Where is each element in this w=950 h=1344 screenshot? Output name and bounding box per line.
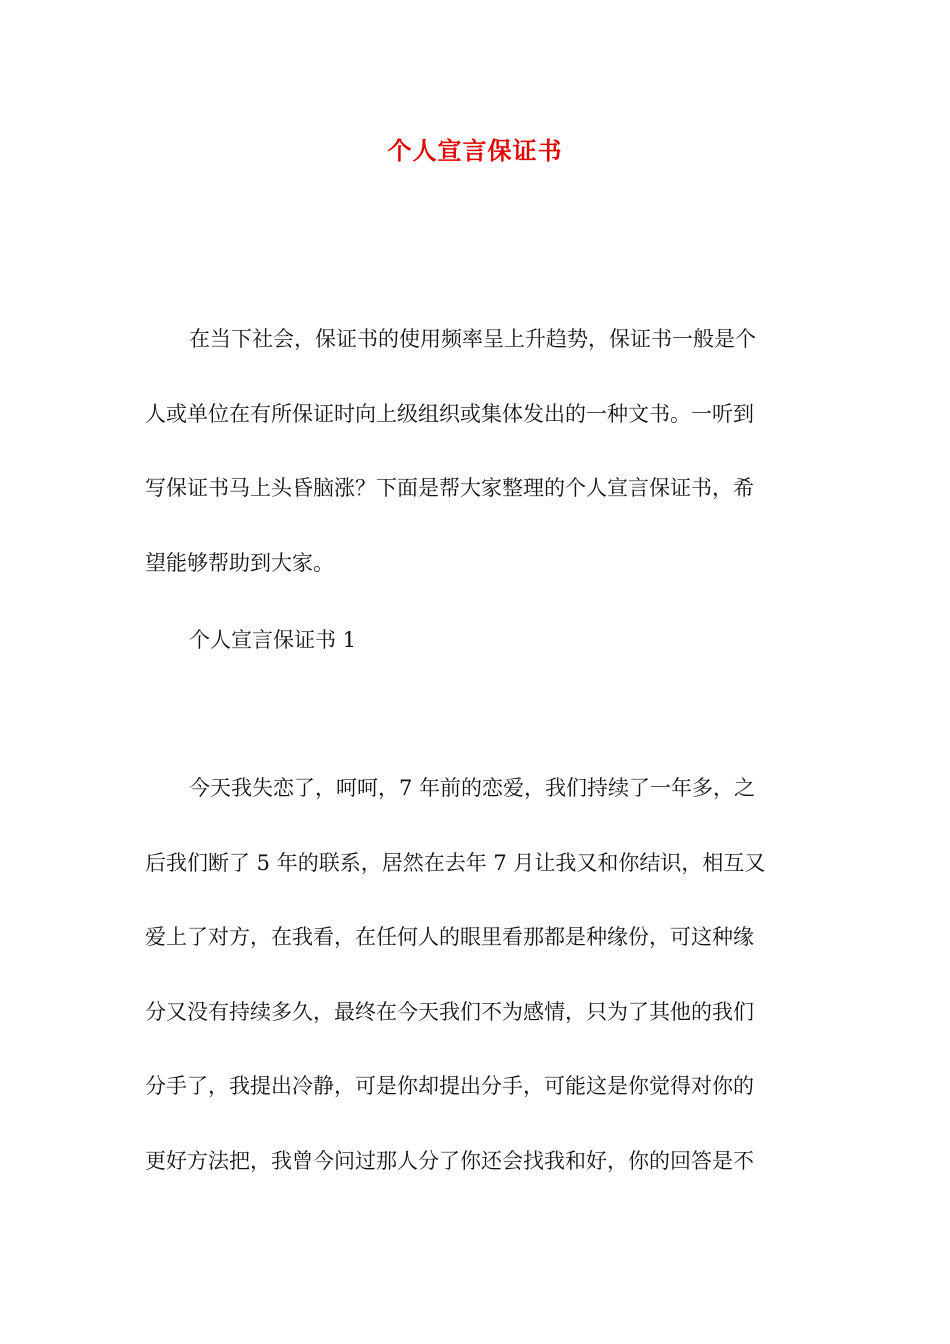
document-title: 个人宣言保证书 bbox=[387, 136, 563, 165]
intro-paragraph bbox=[145, 302, 807, 600]
section-line: 今天我失恋了，呵呵，7 年前的恋爱，我们持续了一年多，之 bbox=[189, 776, 756, 800]
section-heading: 个人宣言保证书 1 bbox=[189, 628, 357, 652]
section-line: 后我们断了 5 年的联系，居然在去年 7 月让我又和你结识，相互又 bbox=[145, 850, 766, 875]
intro-line: 写保证书马上头昏脑涨？下面是帮大家整理的个人宣言保证书，希 bbox=[145, 476, 754, 500]
section-line: 分又没有持续多久，最终在今天我们不为感情，只为了其他的我们 bbox=[145, 999, 754, 1024]
section-paragraph bbox=[145, 751, 807, 1198]
section-line: 分手了，我提出冷静，可是你却提出分手，可能这是你觉得对你的 bbox=[145, 1074, 754, 1098]
section-line: 更好方法把，我曾今问过那人分了你还会找我和好，你的回答是不 bbox=[145, 1148, 754, 1173]
intro-line: 人或单位在有所保证时向上级组织或集体发出的一种文书。一听到 bbox=[145, 401, 754, 426]
section-line: 爱上了对方，在我看，在任何人的眼里看那都是种缘份，可这种缘 bbox=[145, 925, 754, 949]
intro-line: 望能够帮助到大家。 bbox=[145, 550, 334, 575]
section-heading-block bbox=[145, 603, 807, 678]
intro-line: 在当下社会，保证书的使用频率呈上升趋势，保证书一般是个 bbox=[189, 327, 756, 351]
